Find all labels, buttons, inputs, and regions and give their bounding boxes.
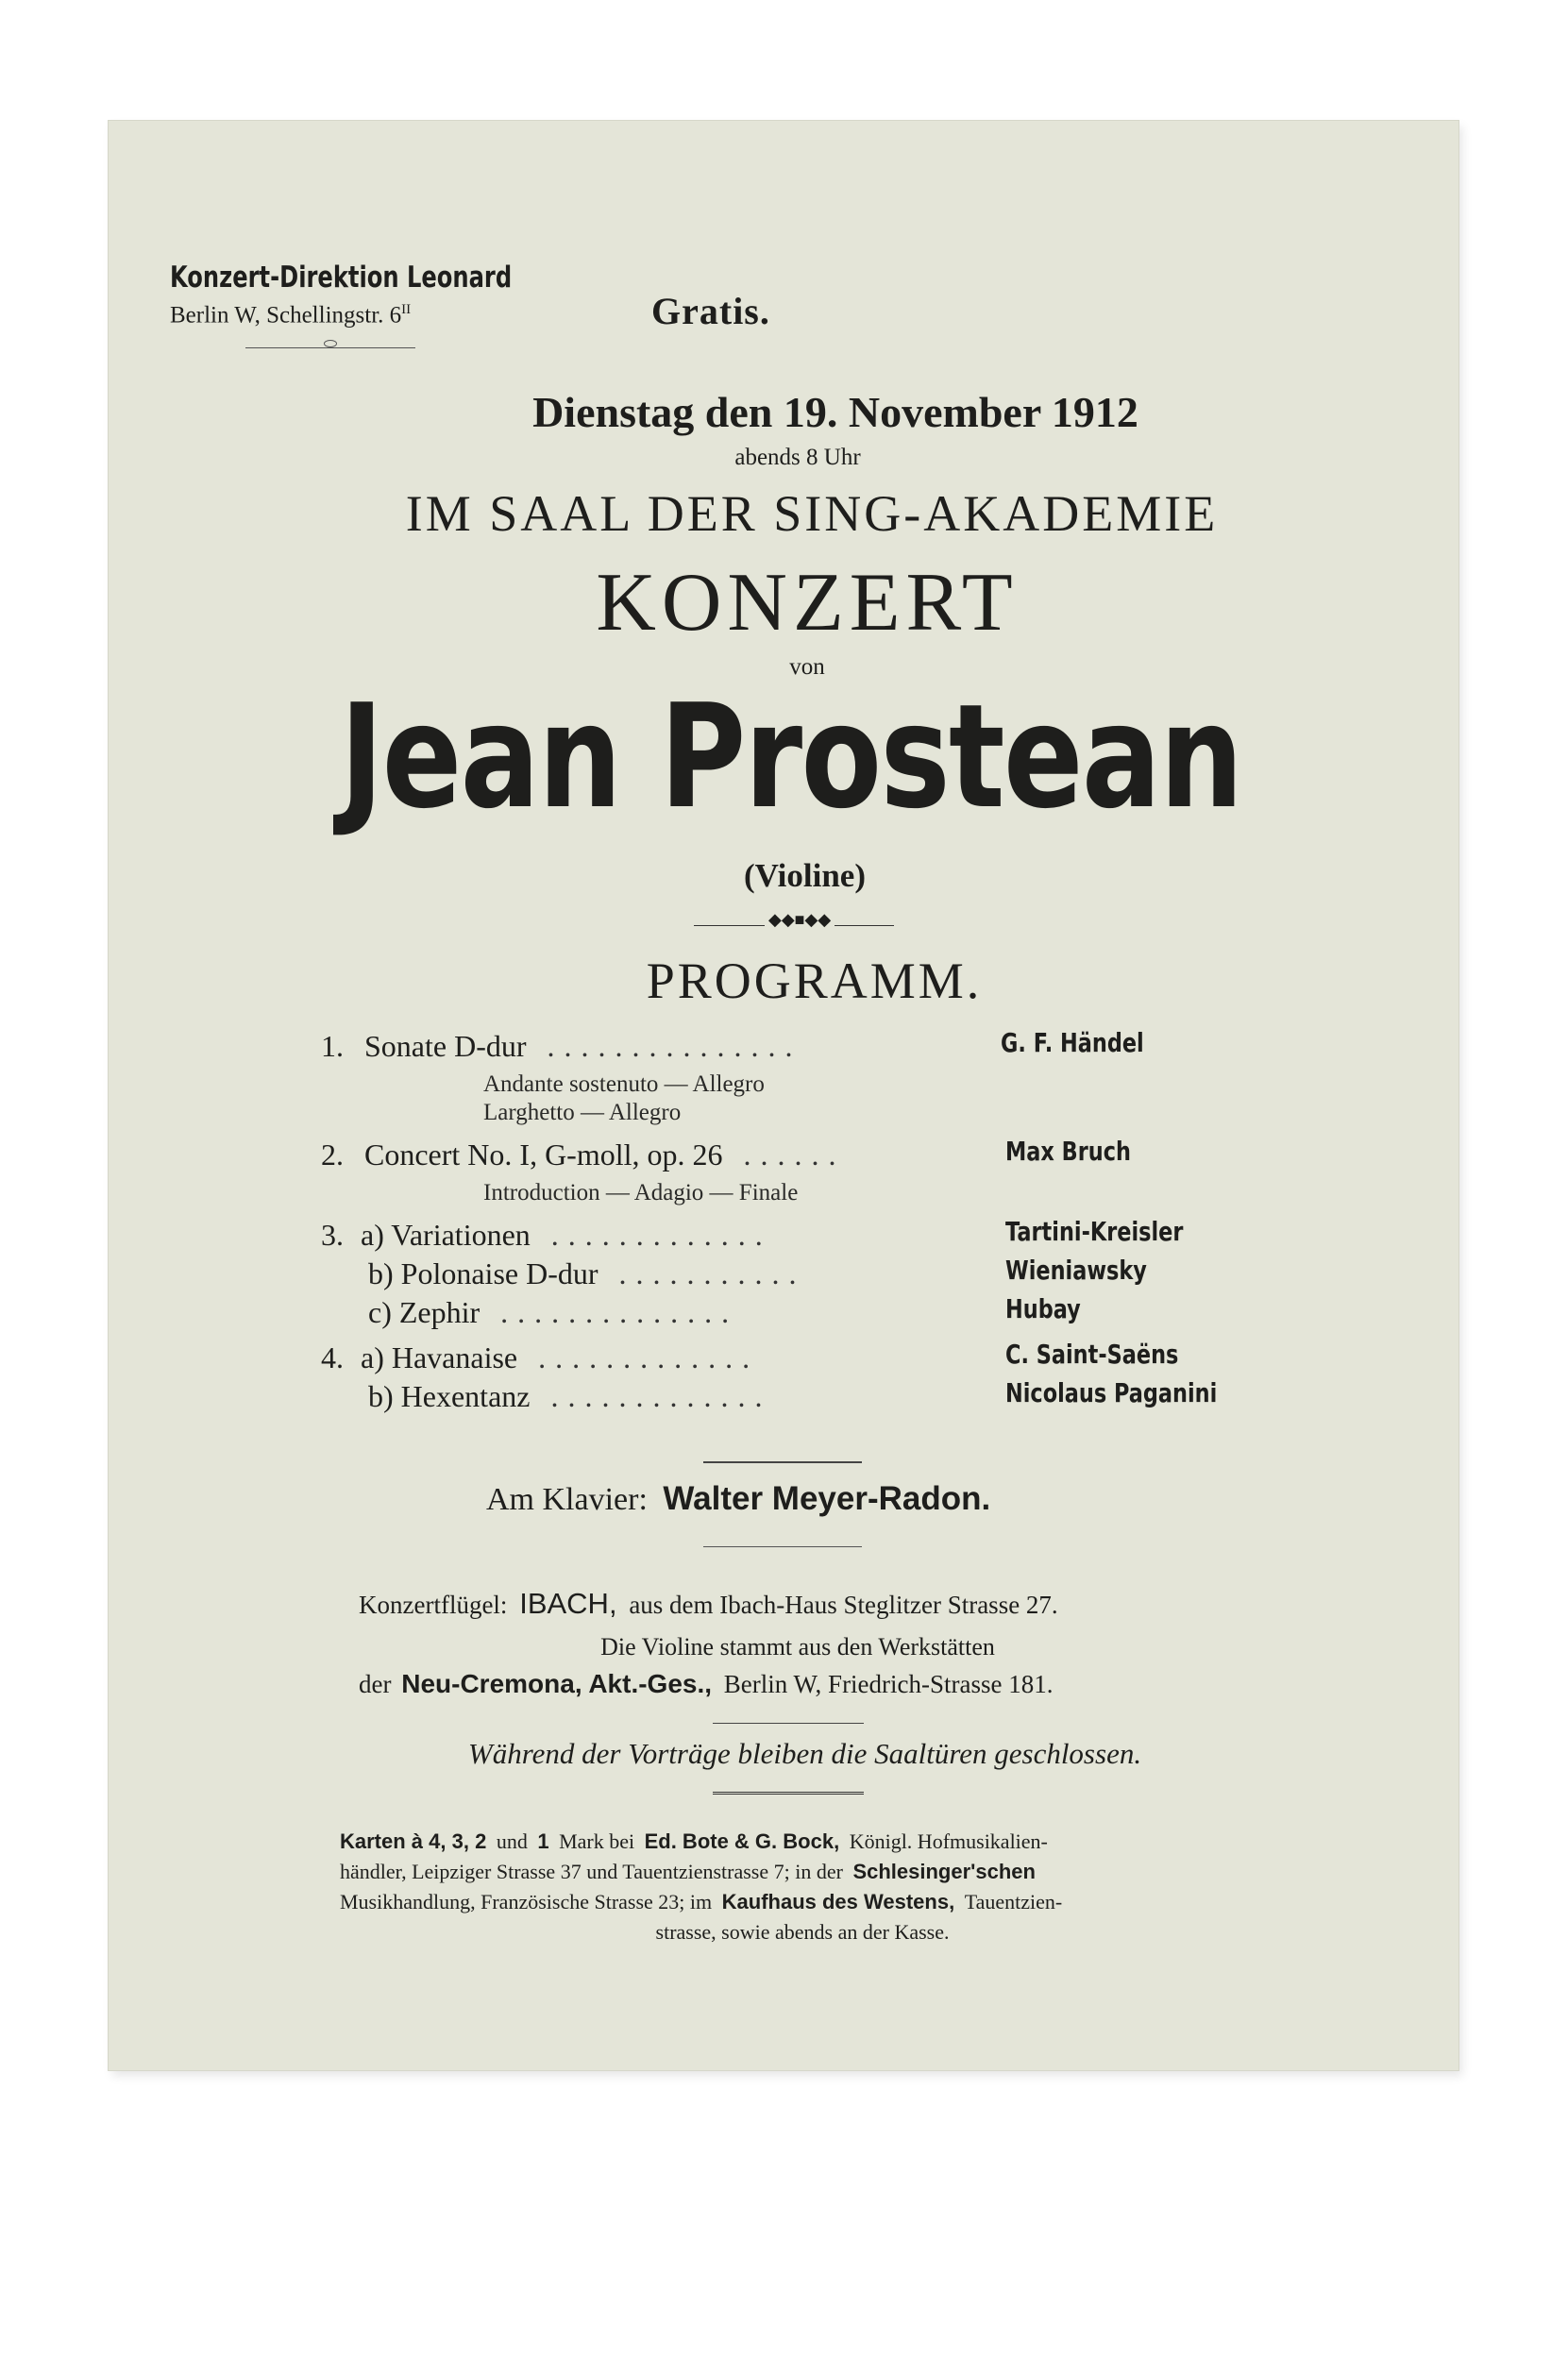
item-piece: Sonate D-dur xyxy=(364,1029,527,1063)
concert-program-sheet xyxy=(109,121,1458,2070)
item-piece: b) Polonaise D-dur xyxy=(368,1256,599,1290)
violin-note-line2 xyxy=(359,1669,1054,1699)
tickets-line-4: strasse, sowie abends an der Kasse. xyxy=(655,1920,950,1944)
tickets-address-2: Musikhandlung, Französische Strasse 23; im xyxy=(340,1890,713,1913)
movement-2a: Introduction — Adagio — Finale xyxy=(483,1180,799,1205)
tickets-mark: Mark bei xyxy=(559,1829,635,1853)
composer-4a: C. Saint-Saëns xyxy=(1005,1339,1179,1370)
accompanist-label: Am Klavier: xyxy=(486,1482,648,1517)
von-label: von xyxy=(789,654,825,680)
piano-brand: IBACH, xyxy=(519,1587,617,1620)
doors-rule-top xyxy=(713,1723,864,1724)
tickets-line-2 xyxy=(340,1860,1036,1884)
accompanist-rule-top xyxy=(703,1461,862,1463)
program-item-4b: b) Hexentanz ............. xyxy=(368,1379,772,1413)
performer-name: Jean Prostean xyxy=(340,673,1242,840)
composer-1: G. F. Händel xyxy=(1001,1027,1144,1058)
tickets-title: Königl. Hofmusikalien- xyxy=(849,1829,1048,1853)
violin-prefix: der xyxy=(359,1670,392,1698)
doors-rule-bottom xyxy=(713,1792,864,1797)
header-rule xyxy=(245,347,415,348)
address-sup: II xyxy=(401,302,412,317)
accompanist-rule-bottom xyxy=(703,1546,862,1547)
programm-heading: PROGRAMM. xyxy=(646,952,983,1009)
header-ornament xyxy=(324,340,337,347)
tickets-und: und xyxy=(496,1829,528,1853)
piano-suffix: aus dem Ibach-Haus Steglitzer Strasse 27. xyxy=(629,1591,1058,1619)
agency-address xyxy=(170,302,411,329)
event-title: KONZERT xyxy=(596,557,1019,649)
program-item-1: 1. Sonate D-dur ............... xyxy=(321,1029,802,1063)
program-item-4a: 4. a) Havanaise ............. xyxy=(321,1340,760,1374)
doors-notice: Während der Vorträge bleiben die Saaltüren geschlossen. xyxy=(467,1737,1142,1770)
program-item-3a: 3. a) Variationen ............. xyxy=(321,1218,772,1252)
piano-prefix: Konzertflügel: xyxy=(359,1591,508,1619)
tickets-line-3 xyxy=(340,1890,1062,1914)
tickets-seller: Ed. Bote & G. Bock, xyxy=(644,1829,840,1853)
program-item-2: 2. Concert No. I, G-moll, op. 26 ...... xyxy=(321,1138,846,1172)
agency-name: Konzert-Direktion Leonard xyxy=(170,261,513,295)
event-time: abends 8 Uhr xyxy=(734,445,861,470)
item-number: 1. xyxy=(321,1029,344,1063)
ornament-diamonds: ◆◆■◆◆ xyxy=(765,910,835,930)
composer-3c: Hubay xyxy=(1005,1293,1081,1324)
piano-note xyxy=(359,1587,1058,1621)
item-number: 2. xyxy=(321,1138,344,1172)
movement-1b: Larghetto — Allegro xyxy=(483,1100,682,1125)
item-piece: Concert No. I, G-moll, op. 26 xyxy=(364,1138,723,1172)
composer-3a: Tartini-Kreisler xyxy=(1005,1216,1184,1247)
tickets-address-1: händler, Leipziger Strasse 37 und Tauentzienstrasse 7; in der xyxy=(340,1860,843,1883)
tickets-prices: Karten à 4, 3, 2 xyxy=(340,1829,487,1853)
tickets-tauentzien: Tauentzien- xyxy=(964,1890,1063,1913)
composer-2: Max Bruch xyxy=(1005,1136,1131,1167)
item-piece: c) Zephir xyxy=(368,1295,481,1329)
item-number: 4. xyxy=(321,1340,344,1374)
program-item-3b: b) Polonaise D-dur ........... xyxy=(368,1256,806,1290)
composer-4b: Nicolaus Paganini xyxy=(1005,1377,1218,1408)
tickets-kadewe: Kaufhaus des Westens, xyxy=(721,1890,955,1913)
tickets-line-1 xyxy=(340,1829,1048,1854)
event-venue: IM SAAL DER SING-AKADEMIE xyxy=(405,485,1219,542)
composer-3b: Wieniawsky xyxy=(1005,1255,1147,1286)
accompanist-name: Walter Meyer-Radon. xyxy=(663,1480,991,1517)
tickets-one: 1 xyxy=(537,1829,549,1853)
item-piece: a) Variationen xyxy=(361,1218,531,1252)
program-item-3c: c) Zephir .............. xyxy=(368,1295,739,1329)
accompanist-line xyxy=(486,1480,990,1518)
item-piece: a) Havanaise xyxy=(361,1340,518,1374)
event-date: Dienstag den 19. November 1912 xyxy=(532,388,1138,436)
tickets-schlesinger: Schlesinger'schen xyxy=(852,1860,1036,1883)
movement-1a: Andante sostenuto — Allegro xyxy=(483,1071,765,1097)
item-number: 3. xyxy=(321,1218,344,1252)
violin-note-line1: Die Violine stammt aus den Werkstätten xyxy=(600,1633,995,1660)
violin-suffix: Berlin W, Friedrich-Strasse 181. xyxy=(723,1670,1054,1698)
address-text: Berlin W, Schellingstr. 6 xyxy=(170,302,402,329)
gratis-label: Gratis. xyxy=(651,290,770,332)
item-piece: b) Hexentanz xyxy=(368,1379,531,1413)
performer-instrument: (Violine) xyxy=(744,857,866,894)
violin-maker: Neu-Cremona, Akt.-Ges., xyxy=(401,1669,713,1698)
